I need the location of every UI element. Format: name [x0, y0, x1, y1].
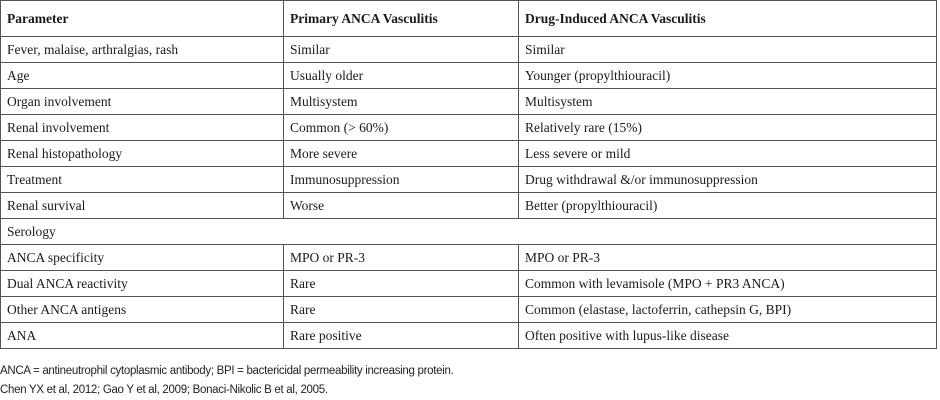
cell-drug-induced: Younger (propylthiouracil) — [519, 63, 937, 89]
table-row — [1, 245, 937, 271]
cell-parameter: Organ involvement — [1, 89, 284, 115]
cell-parameter: Renal survival — [1, 193, 284, 219]
cell-drug-induced: Less severe or mild — [519, 141, 937, 167]
cell-drug-induced: Drug withdrawal &/or immunosuppression — [519, 167, 937, 193]
cell-primary: Rare — [284, 297, 519, 323]
cell-drug-induced: Often positive with lupus-like disease — [519, 323, 937, 349]
cell-drug-induced: MPO or PR-3 — [519, 245, 937, 271]
table-row — [1, 63, 937, 89]
cell-drug-induced: Common with levamisole (MPO + PR3 ANCA) — [519, 271, 937, 297]
cell-parameter: Renal histopathology — [1, 141, 284, 167]
table-row — [1, 167, 937, 193]
cell-primary: Worse — [284, 193, 519, 219]
header-parameter: Parameter — [1, 1, 284, 37]
cell-parameter: Fever, malaise, arthralgias, rash — [1, 37, 284, 63]
cell-parameter: Other ANCA antigens — [1, 297, 284, 323]
header-drug-induced: Drug-Induced ANCA Vasculitis — [519, 1, 937, 37]
cell-primary: Immunosuppression — [284, 167, 519, 193]
table-row — [1, 323, 937, 349]
cell-primary: Common (> 60%) — [284, 115, 519, 141]
table-header-row — [1, 1, 937, 37]
table-row — [1, 89, 937, 115]
header-primary: Primary ANCA Vasculitis — [284, 1, 519, 37]
table-row — [1, 297, 937, 323]
table-row — [1, 271, 937, 297]
cell-parameter: Renal involvement — [1, 115, 284, 141]
cell-primary: Similar — [284, 37, 519, 63]
cell-primary: MPO or PR-3 — [284, 245, 519, 271]
cell-primary: Rare positive — [284, 323, 519, 349]
cell-parameter: Age — [1, 63, 284, 89]
table-row — [1, 219, 937, 245]
table-row — [1, 193, 937, 219]
cell-parameter: Treatment — [1, 167, 284, 193]
table-row — [1, 37, 937, 63]
footnote-sources: Chen YX et al, 2012; Gao Y et al, 2009; Bonaci-Nikolic B et al, 2005. — [0, 384, 328, 396]
cell-drug-induced: Better (propylthiouracil) — [519, 193, 937, 219]
cell-primary: Multisystem — [284, 89, 519, 115]
cell-drug-induced: Multisystem — [519, 89, 937, 115]
cell-primary: Usually older — [284, 63, 519, 89]
cell-drug-induced: Common (elastase, lactoferrin, cathepsin G, BPI) — [519, 297, 937, 323]
cell-drug-induced: Relatively rare (15%) — [519, 115, 937, 141]
cell-primary: Rare — [284, 271, 519, 297]
cell-primary: More severe — [284, 141, 519, 167]
table-row — [1, 115, 937, 141]
cell-parameter: ANA — [1, 323, 284, 349]
cell-drug-induced: Similar — [519, 37, 937, 63]
table-row — [1, 141, 937, 167]
cell-parameter: ANCA specificity — [1, 245, 284, 271]
cell-parameter: Dual ANCA reactivity — [1, 271, 284, 297]
footnote-abbreviations: ANCA = antineutrophil cytoplasmic antibody; BPI = bactericidal permeability increasing protein. — [0, 365, 454, 377]
cell-parameter: Serology — [1, 219, 937, 245]
